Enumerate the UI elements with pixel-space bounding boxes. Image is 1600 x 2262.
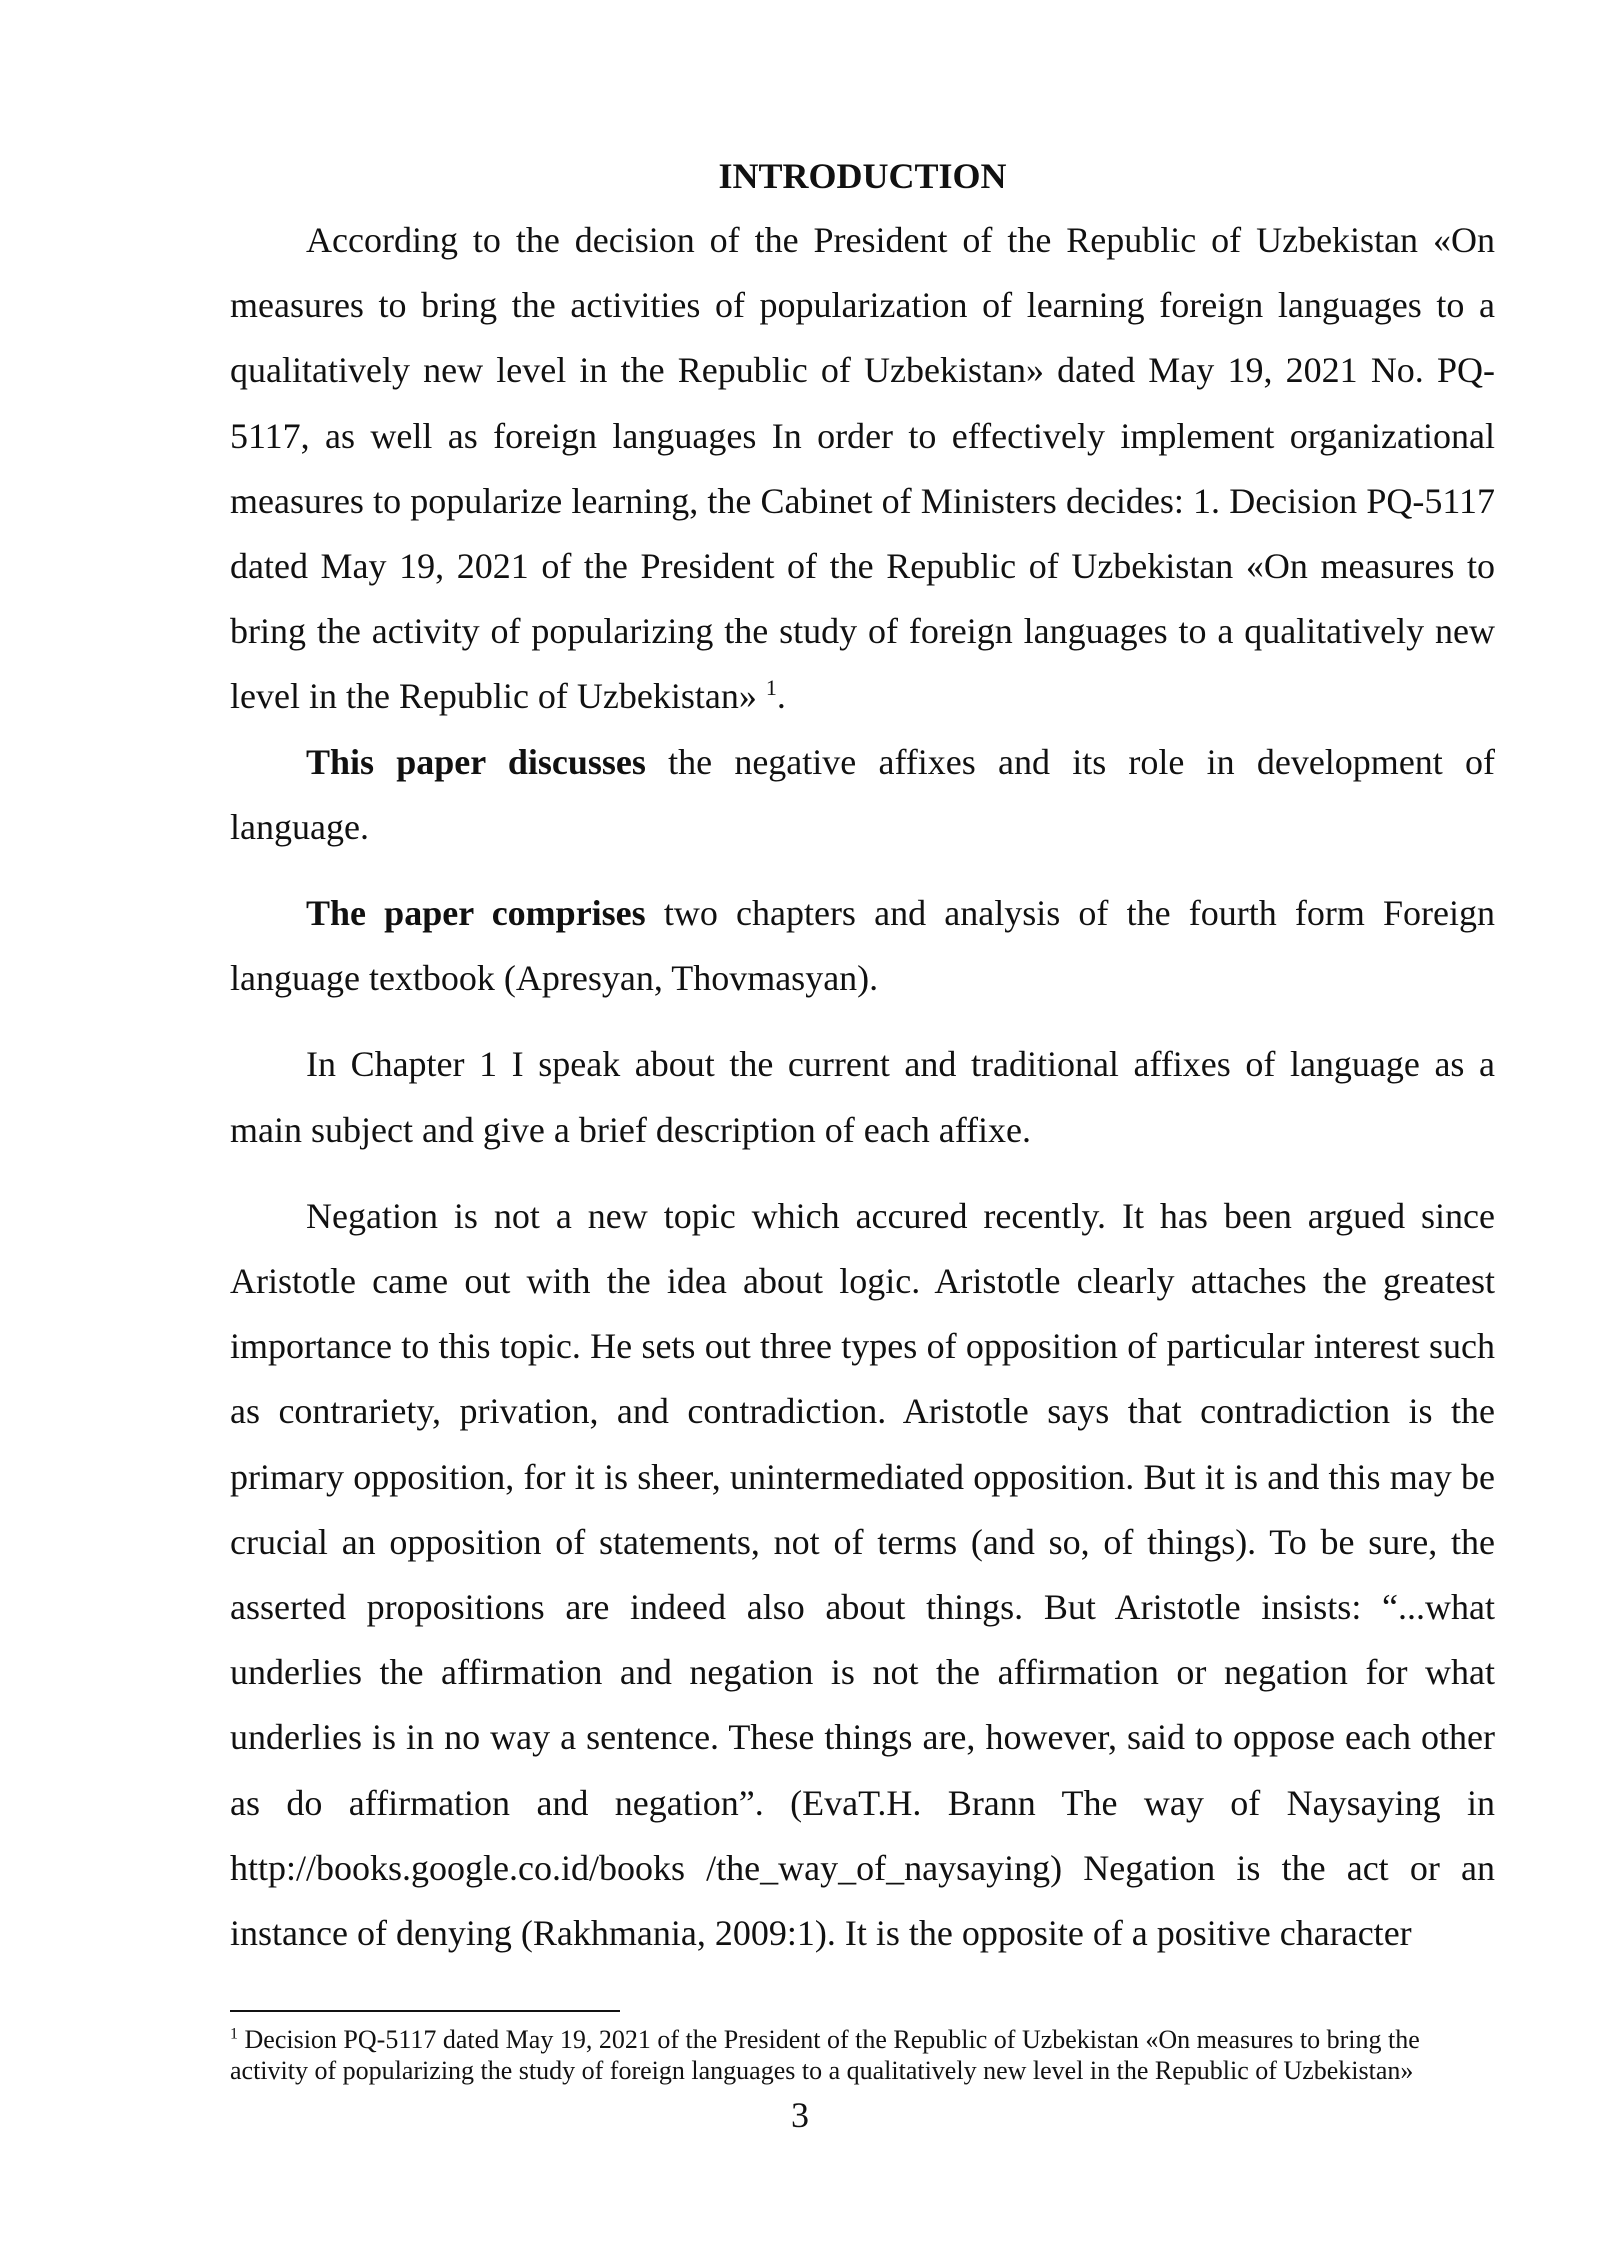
paragraph-comprises-text: two chapters and analysis of the fourth form Foreign language textbook (Apresyan, Thovmasyan). <box>230 893 1496 999</box>
footnote-text: Decision PQ-5117 dated May 19, 2021 of the President of the Republic of Uzbekistan «On measures to bring the activity of popularizing the study of foreign languages to a qualitatively new level in the Republic of Uzbekistan» <box>230 2025 1420 2085</box>
paragraph-comprises-bold: The paper comprises <box>306 893 646 934</box>
page-number: 3 <box>791 2095 809 2135</box>
paragraph-chapter-one-text: In Chapter 1 I speak about the current and traditional affixes of language as a main subject and give a brief description of each affixe. <box>230 1044 1495 1150</box>
footnote-reference[interactable]: 1 <box>765 675 777 701</box>
paragraph-discusses-text: the negative affixes and its role in development of language. <box>230 741 1496 847</box>
paragraph-decision-text: According to the decision of the President of the Republic of Uzbekistan «On measures to bring the activities of popularization of learning foreign languages to a qualitatively new level in the Republic of Uzbekistan» dated May 19, 2021 No. PQ-5117, as well as foreign languages In order to effectively implement organizational measures to popularize learning, the Cabinet of Ministers decides: 1. Decision PQ-5117 dated May 19, 2021 of the President of the Republic of Uzbekistan «On measures to bring the activity of popularizing the study of foreign languages to a qualitatively new level in the Republic of Uzbekistan» <box>230 220 1495 717</box>
paragraph-negation <box>230 1184 1495 1966</box>
body-text <box>230 150 1495 1966</box>
paragraph-discusses-bold: This paper discusses <box>306 741 646 782</box>
paragraph-negation-text: Negation is not a new topic which accured recently. It has been argued since Aristotle came out with the idea about logic. Aristotle clearly attaches the greatest importance to this topic. He sets out three types of opposition of particular interest such as contrariety, privation, and contradiction. Aristotle says that contradiction is the primary opposition, for it is sheer, unintermediated opposition. But it is and this may be crucial an opposition of statements, not of terms (and so, of things). To be sure, the asserted propositions are indeed also about things. But Aristotle insists: “...what underlies the affirmation and negation is not the affirmation or negation for what underlies is in no way a sentence. These things are, however, said to oppose each other as do affirmation and negation”. (EvaT.H. Brann The way of Naysaying in http://books.google.co.id/books /the_way_of_naysaying) Negation is the act or an instance of denying (Rakhmania, 2009:1). It is the opposite of a positive character <box>230 1195 1495 1954</box>
paragraph-decision <box>230 208 1495 730</box>
page-heading: INTRODUCTION <box>718 156 1007 196</box>
paragraph-decision-end: . <box>776 676 786 717</box>
paragraph-chapter-one <box>230 1032 1495 1162</box>
paragraph-discusses <box>230 730 1495 860</box>
footnote-separator <box>230 2010 620 2012</box>
footnote-mark: 1 <box>230 2025 238 2043</box>
paragraph-comprises <box>230 881 1495 1011</box>
footnote <box>230 2024 1495 2086</box>
